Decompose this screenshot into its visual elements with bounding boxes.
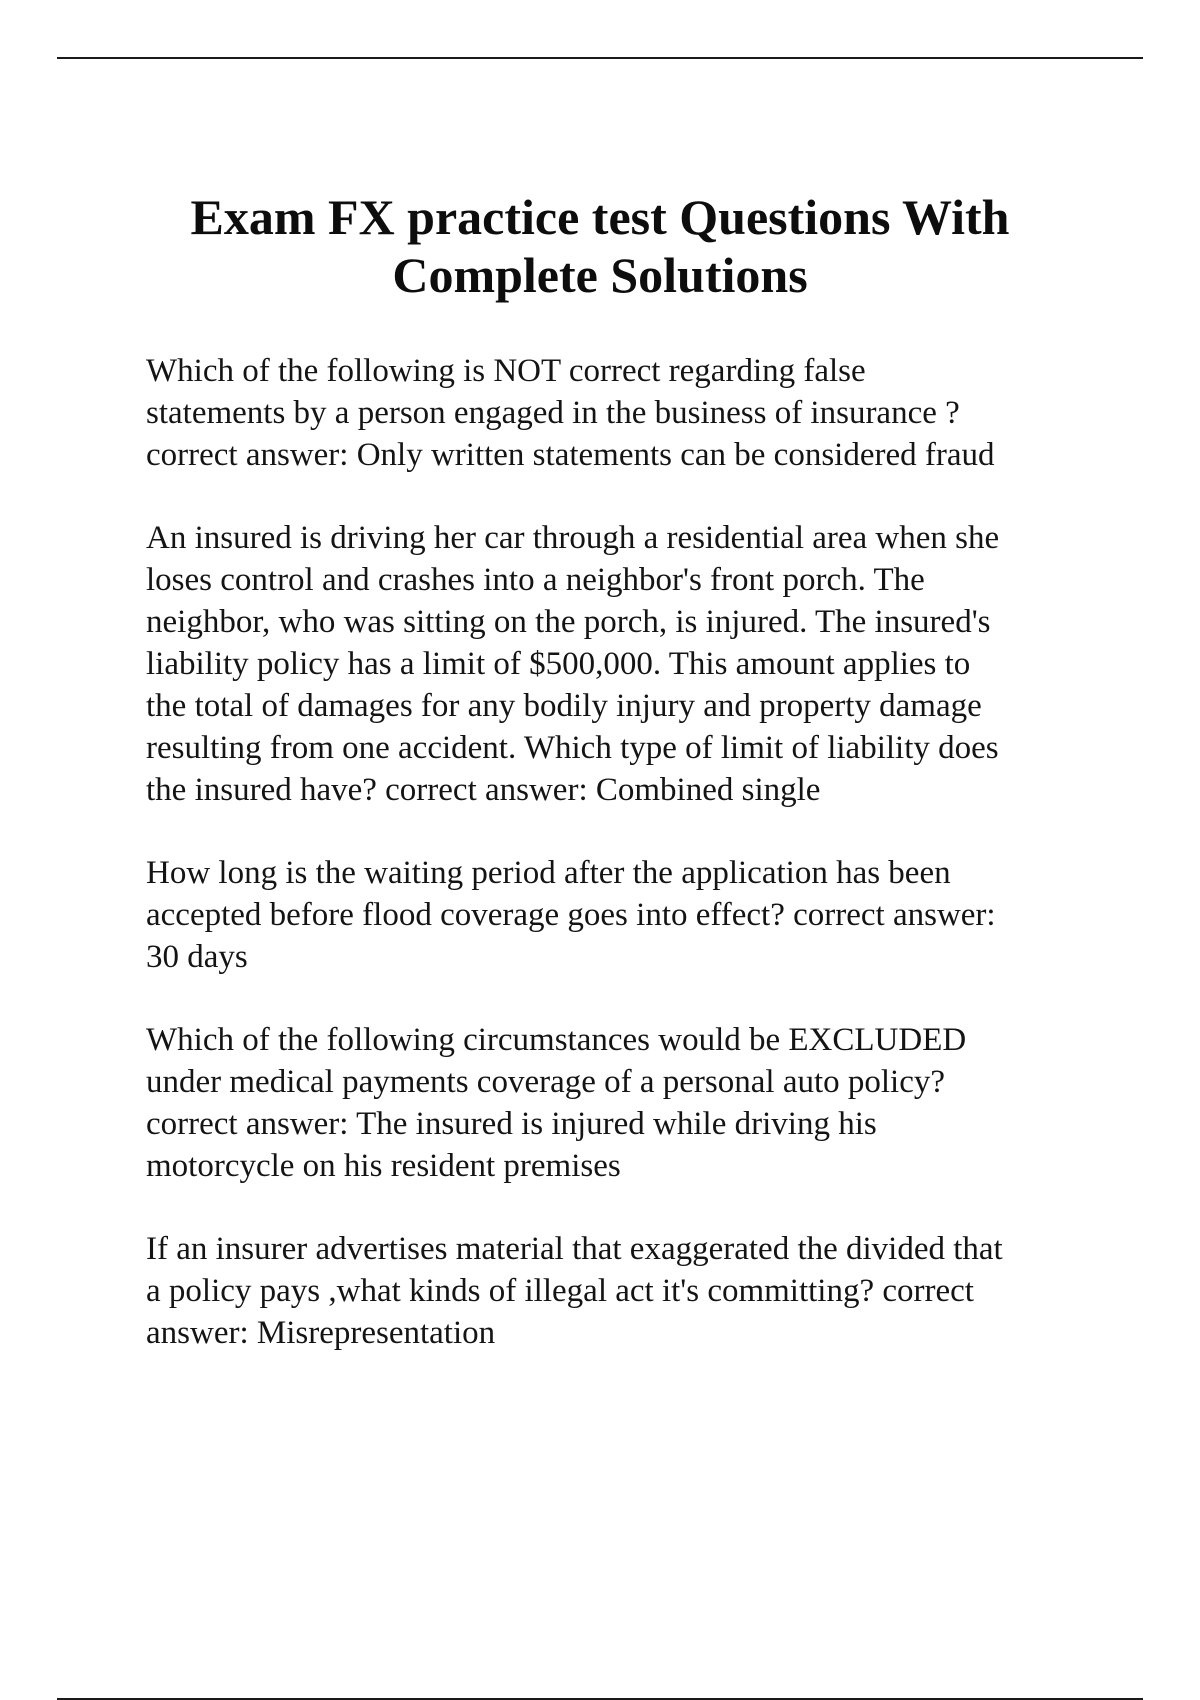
question-item-4: Which of the following circumstances would be EXCLUDED under medical payments coverage of a personal auto policy? correct answer: The insured is injured while driving his motorcycle on his resident premises: [146, 1022, 967, 1184]
question-list: [146, 350, 1106, 1395]
top-rule: [57, 57, 1143, 59]
question-item-5: If an insurer advertises material that exaggerated the divided that a policy pays ,what kinds of illegal act it's committing? correct answer: Misrepresentation: [146, 1231, 1003, 1351]
question-item-2: An insured is driving her car through a residential area when she loses control and crashes into a neighbor's front porch. The neighbor, who was sitting on the porch, is injured. The insured's liability policy has a limit of $500,000. This amount applies to the total of damages for any bodily injury and property damage resulting from one accident. Which type of limit of liability does the insured have? correct answer: Combined single: [146, 520, 1000, 808]
question-item-3: How long is the waiting period after the application has been accepted before flood coverage goes into effect? correct answer: 30 days: [146, 855, 996, 975]
question-item-1: Which of the following is NOT correct regarding false statements by a person engaged in the business of insurance ? correct answer: Only written statements can be considered fraud: [146, 353, 995, 473]
document-title: Exam FX practice test Questions With Complete Solutions: [190, 189, 1010, 303]
